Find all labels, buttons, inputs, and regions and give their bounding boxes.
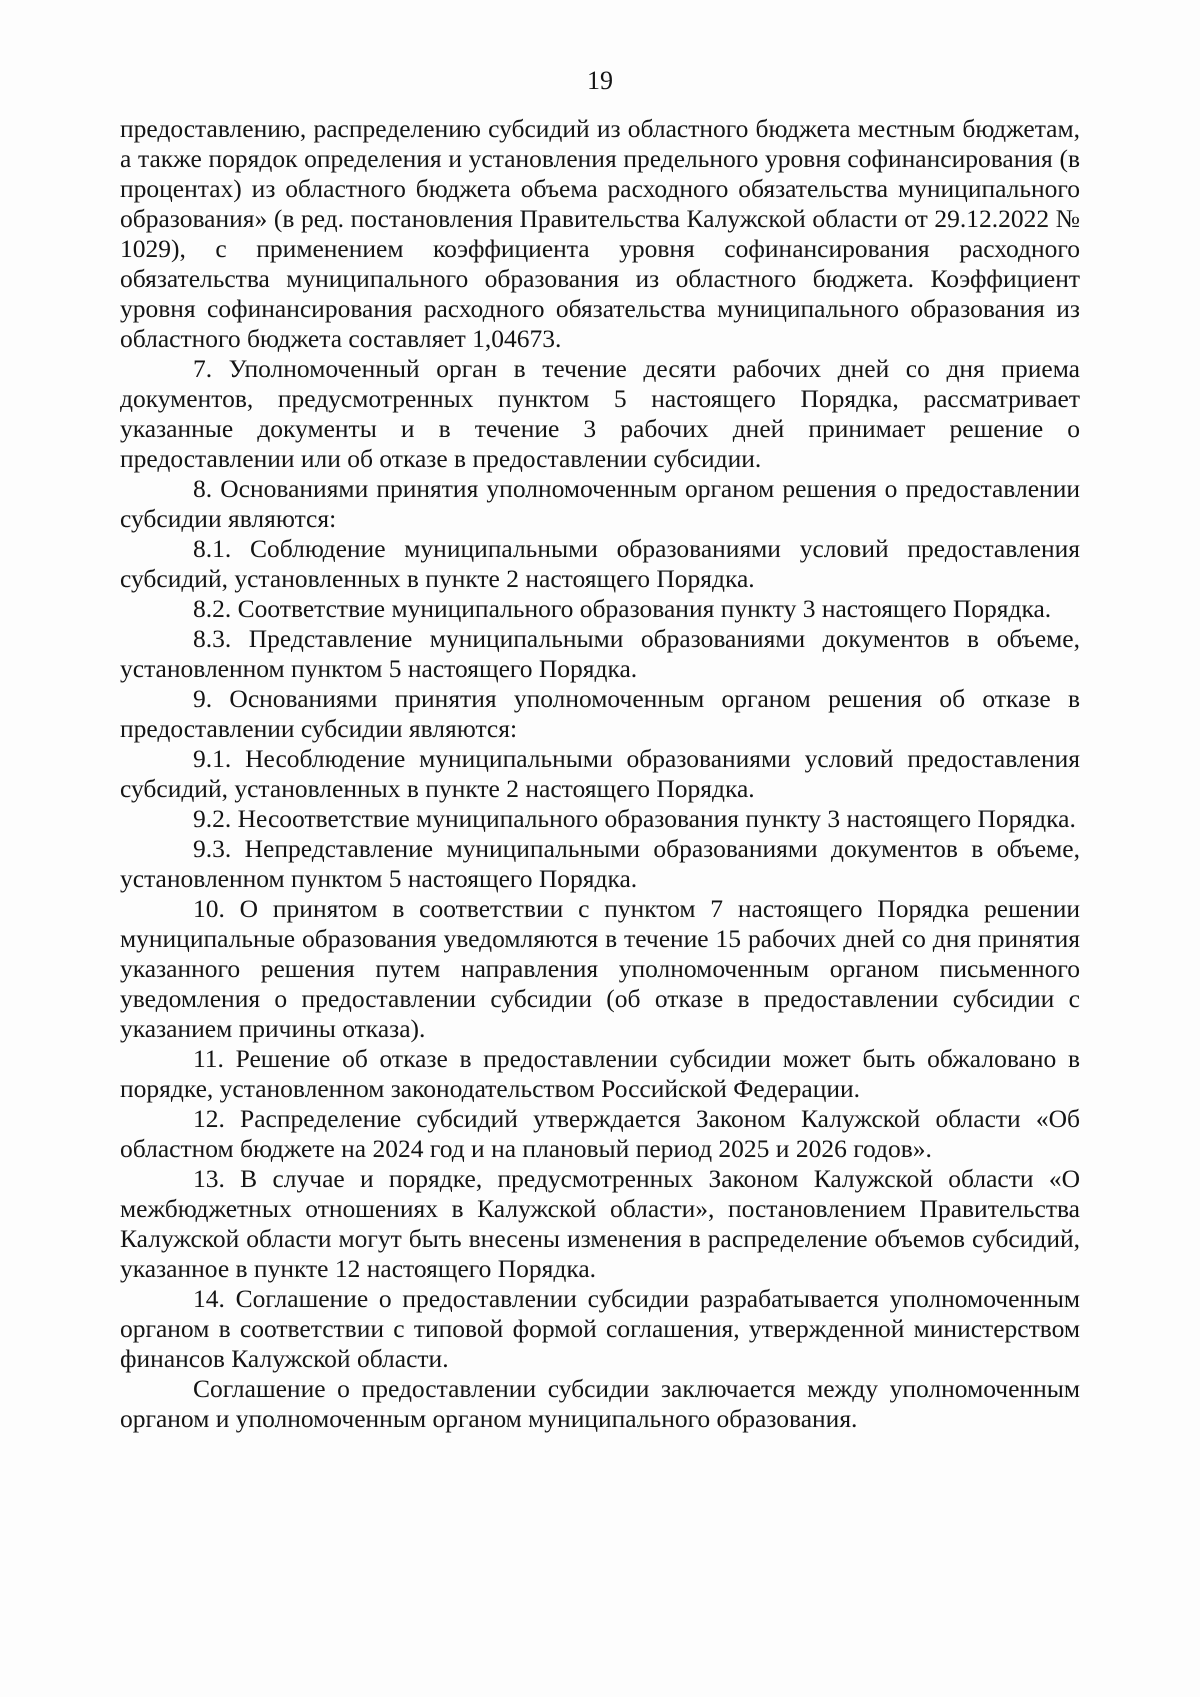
paragraph-10: 10. О принятом в соответствии с пунктом 7 настоящего Порядка решении муниципальные образования уведомляются в течение 15 рабочих дней со дня принятия указанного решения путем направления уполномоченным органом письменного уведомления о предоставлении субсидии (об отказе в предоставлении субсидии с указанием причины отказа). <box>120 894 1080 1043</box>
paragraph-9-1: 9.1. Несоблюдение муниципальными образованиями условий предоставления субсидий, установленных в пункте 2 настоящего Порядка. <box>120 744 1080 803</box>
paragraph-8-2: 8.2. Соответствие муниципального образования пункту 3 настоящего Порядка. <box>193 594 1052 623</box>
paragraph-continuation: предоставлению, распределению субсидий из областного бюджета местным бюджетам, а также порядок определения и установления предельного уровня софинансирования (в процентах) из областного бюджета объема расходного обязательства муниципального образования» (в ред. постановления Правительства Калужской области от 29.12.2022 № 1029), с применением коэффициента уровня софинансирования расходного обязательства муниципального образования из областного бюджета. Коэффициент уровня софинансирования расходного обязательства муниципального образования из областного бюджета составляет 1,04673. <box>120 114 1080 353</box>
page-number: 19 <box>587 66 613 95</box>
paragraph-9-3: 9.3. Непредставление муниципальными образованиями документов в объеме, установленном пунктом 5 настоящего Порядка. <box>120 834 1080 893</box>
paragraph-11: 11. Решение об отказе в предоставлении субсидии может быть обжаловано в порядке, установленном законодательством Российской Федерации. <box>120 1044 1080 1103</box>
paragraph-8: 8. Основаниями принятия уполномоченным органом решения о предоставлении субсидии являются: <box>120 474 1080 533</box>
paragraph-13: 13. В случае и порядке, предусмотренных Законом Калужской области «О межбюджетных отношениях в Калужской области», постановлением Правительства Калужской области могут быть внесены изменения в распределение объемов субсидий, указанное в пункте 12 настоящего Порядка. <box>120 1164 1080 1283</box>
paragraph-14: 14. Соглашение о предоставлении субсидии разрабатывается уполномоченным органом в соответствии с типовой формой соглашения, утвержденной министерством финансов Калужской области. <box>120 1284 1080 1373</box>
paragraph-8-3: 8.3. Представление муниципальными образованиями документов в объеме, установленном пунктом 5 настоящего Порядка. <box>120 624 1080 683</box>
paragraph-14-agreement: Соглашение о предоставлении субсидии заключается между уполномоченным органом и уполномоченным органом муниципального образования. <box>120 1374 1080 1433</box>
paragraph-9: 9. Основаниями принятия уполномоченным органом решения об отказе в предоставлении субсидии являются: <box>120 684 1080 743</box>
paragraph-12: 12. Распределение субсидий утверждается Законом Калужской области «Об областном бюджете на 2024 год и на плановый период 2025 и 2026 годов». <box>120 1104 1080 1163</box>
paragraph-7: 7. Уполномоченный орган в течение десяти рабочих дней со дня приема документов, предусмотренных пунктом 5 настоящего Порядка, рассматривает указанные документы и в течение 3 рабочих дней принимает решение о предоставлении или об отказе в предоставлении субсидии. <box>120 354 1080 473</box>
paragraph-9-2: 9.2. Несоответствие муниципального образования пункту 3 настоящего Порядка. <box>193 804 1076 833</box>
document-body <box>120 114 1080 1434</box>
paragraph-8-1: 8.1. Соблюдение муниципальными образованиями условий предоставления субсидий, установленных в пункте 2 настоящего Порядка. <box>120 534 1080 593</box>
